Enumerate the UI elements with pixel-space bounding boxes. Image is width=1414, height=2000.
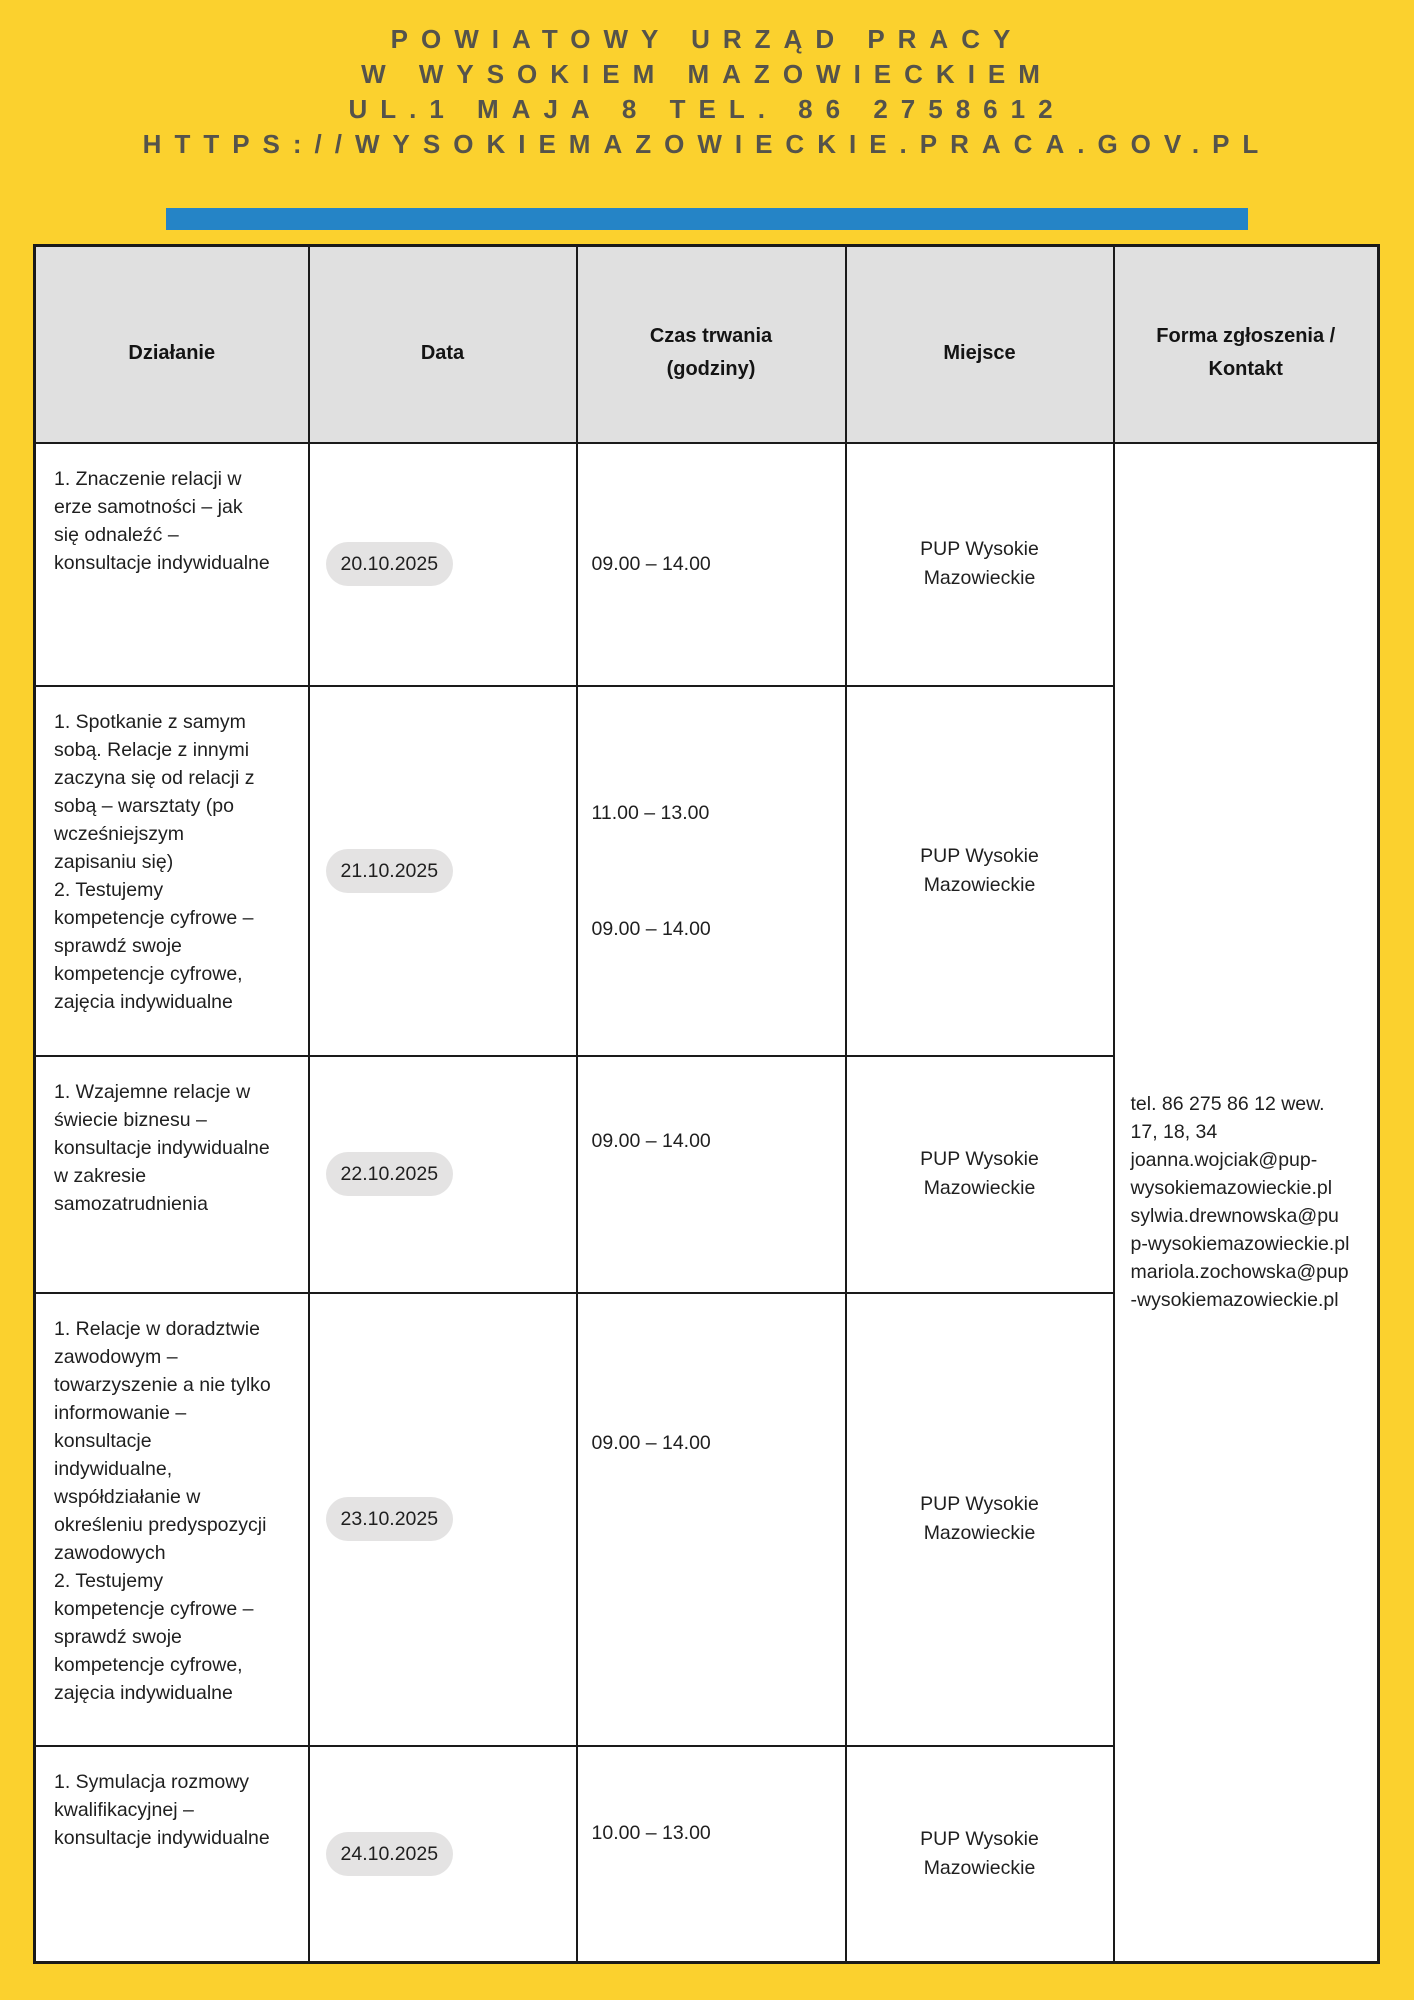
col-header-czas-trwania — [577, 246, 846, 443]
time-range: 11.00 – 13.00 — [591, 801, 710, 824]
place-line: Mazowieckie — [923, 873, 1036, 896]
activity-cell — [35, 1293, 309, 1746]
table-header-row — [35, 246, 1379, 443]
col-header-label: Czas trwania — [649, 325, 773, 348]
org-website-url: HTTPS://WYSOKIEMAZOWIECKIE.PRACA.GOV.PL — [142, 129, 1272, 159]
col-header-label: Kontakt — [1208, 358, 1283, 381]
date-pill: 23.10.2025 — [326, 1497, 454, 1541]
date-pill: 24.10.2025 — [326, 1832, 454, 1876]
contact-email-3: mariola.zochowska@pup-wysokiemazowieckie.pl — [1130, 1261, 1349, 1312]
time-cell — [577, 1056, 846, 1293]
place-line: PUP Wysokie — [920, 1493, 1039, 1515]
col-header-label: Miejsce — [943, 341, 1016, 364]
place-line: Mazowieckie — [923, 1856, 1036, 1879]
place-cell — [846, 443, 1114, 686]
time-cell — [577, 443, 846, 686]
time-cell — [577, 1293, 846, 1746]
date-cell — [309, 686, 577, 1056]
col-header-label: Data — [420, 341, 465, 364]
col-header-forma-zgloszenia — [1114, 246, 1379, 443]
activity-text: 1. Symulacja rozmowy kwalifikacyjnej – konsultacje indywidualne — [54, 1770, 270, 1849]
date-cell — [309, 1746, 577, 1963]
time-range: 09.00 – 14.00 — [591, 1129, 711, 1152]
header-underline-bar — [166, 208, 1248, 230]
place-line: PUP Wysokie — [920, 1148, 1039, 1170]
date-cell — [309, 1056, 577, 1293]
activity-text: 2. Testujemy kompetencje cyfrowe – sprawdź swoje kompetencje cyfrowe, zajęcia indywidualne — [54, 1569, 254, 1704]
place-line: PUP Wysokie — [920, 844, 1039, 867]
activity-cell — [35, 1746, 309, 1963]
place-cell — [846, 1746, 1114, 1963]
org-address-phone: UL.1 MAJA 8 TEL. 86 2758612 — [348, 94, 1066, 124]
date-cell — [309, 443, 577, 686]
place-cell — [846, 1293, 1114, 1746]
activity-text: 2. Testujemy kompetencje cyfrowe – sprawdź swoje kompetencje cyfrowe, zajęcia indywidualne — [54, 878, 254, 1013]
contact-email-2: sylwia.drewnowska@pup-wysokiemazowieckie.pl — [1130, 1205, 1350, 1256]
col-header-label: Działanie — [128, 341, 216, 364]
contact-email-1: joanna.wojciak@pup-wysokiemazowieckie.pl — [1130, 1149, 1333, 1200]
place-line: PUP Wysokie — [920, 1827, 1039, 1850]
date-pill: 21.10.2025 — [326, 849, 454, 893]
time-range: 09.00 – 14.00 — [591, 553, 711, 575]
time-range: 10.00 – 13.00 — [591, 1821, 711, 1844]
col-header-label: (godziny) — [666, 358, 756, 381]
table-row-1 — [35, 443, 1379, 686]
activity-text: 1. Spotkanie z samym sobą. Relacje z innymi zaczyna się od relacji z sobą – warsztaty (po wcześniejszym zapisaniu się) — [54, 710, 255, 873]
place-line: Mazowieckie — [923, 1177, 1036, 1199]
date-cell — [309, 1293, 577, 1746]
col-header-dzialanie — [35, 246, 309, 443]
activity-text: 1. Relacje w doradztwie zawodowym – towarzyszenie a nie tylko informowanie – konsultacje indywidualne, współdziałanie w określeniu predyspozycji zawodowych — [54, 1317, 271, 1564]
place-cell — [846, 686, 1114, 1056]
col-header-miejsce — [846, 246, 1114, 443]
activity-text: 1. Znaczenie relacji w erze samotności – jak się odnaleźć – konsultacje indywidualne — [54, 467, 270, 574]
col-header-data — [309, 246, 577, 443]
time-range: 09.00 – 14.00 — [591, 917, 711, 940]
date-pill: 20.10.2025 — [326, 542, 454, 586]
time-cell — [577, 686, 846, 1056]
contact-phone: tel. 86 275 86 12 wew. 17, 18, 34 — [1130, 1093, 1325, 1144]
time-range: 09.00 – 14.00 — [591, 1431, 711, 1454]
place-line: PUP Wysokie — [920, 538, 1039, 560]
place-line: Mazowieckie — [923, 1522, 1036, 1544]
org-name-line-1: POWIATOWY URZĄD PRACY — [390, 24, 1024, 54]
org-name-line-2: W WYSOKIEM MAZOWIECKIEM — [361, 59, 1053, 89]
date-pill: 22.10.2025 — [326, 1152, 454, 1196]
col-header-label: Forma zgłoszenia / — [1156, 325, 1336, 348]
activity-cell — [35, 686, 309, 1056]
schedule-table — [33, 244, 1380, 1964]
contact-cell — [1114, 443, 1379, 1963]
activity-cell — [35, 443, 309, 686]
place-line: Mazowieckie — [923, 567, 1036, 589]
activity-cell — [35, 1056, 309, 1293]
activity-text: 1. Wzajemne relacje w świecie biznesu – konsultacje indywidualne w zakresie samozatrudnienia — [54, 1080, 270, 1215]
page-header — [0, 0, 1414, 230]
place-cell — [846, 1056, 1114, 1293]
time-cell — [577, 1746, 846, 1963]
